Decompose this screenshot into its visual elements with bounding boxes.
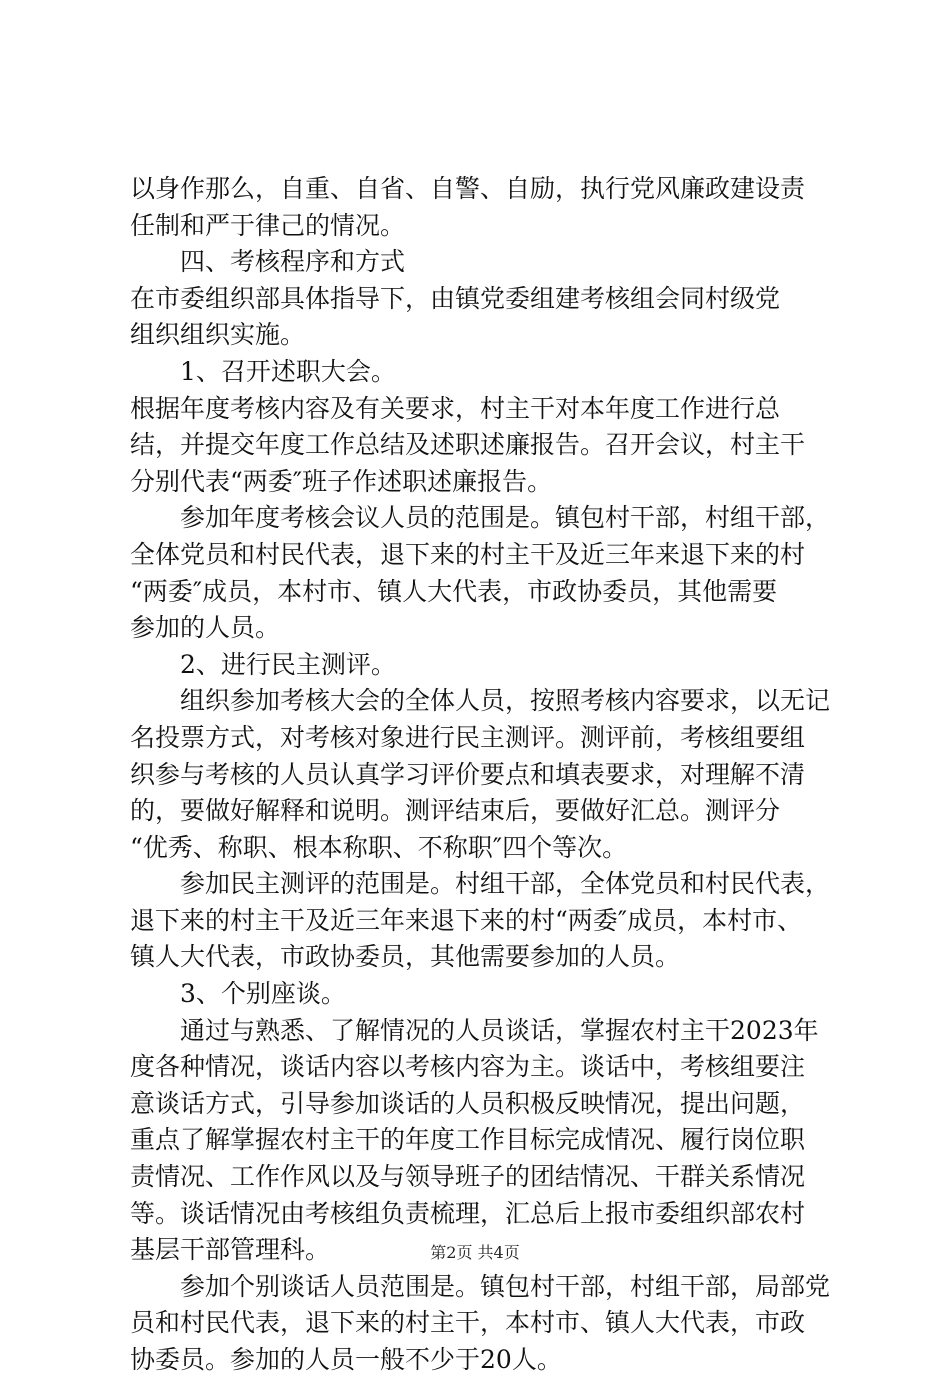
body-text-line: 分别代表“两委″班子作述职述廉报告。 [130, 466, 553, 496]
body-text-line: 任制和严于律己的情况。 [130, 210, 406, 240]
body-text-line: 参加个别谈话人员范围是。镇包村干部，村组干部，局部党 [180, 1271, 831, 1301]
body-text-line: 参加的人员。 [130, 613, 281, 643]
body-text-line: 度各种情况，谈话内容以考核内容为主。谈话中，考核组要注 [130, 1052, 806, 1082]
body-text-line: 参加年度考核会议人员的范围是。镇包村干部，村组干部， [180, 503, 831, 533]
body-text-line: 员和村民代表，退下来的村主干，本村市、镇人大代表，市政 [130, 1308, 806, 1338]
body-text-line: 镇人大代表，市政协委员，其他需要参加的人员。 [130, 942, 681, 972]
body-text-line: 责情况、工作作风以及与领导班子的团结情况、干群关系情况 [130, 1162, 806, 1192]
body-text-line: “两委″成员，本村市、镇人大代表，市政协委员，其他需要 [130, 576, 778, 606]
document-body [130, 171, 840, 1379]
body-text-line: 参加民主测评的范围是。村组干部，全体党员和村民代表， [180, 869, 831, 899]
body-text-line: 等。谈话情况由考核组负责梳理，汇总后上报市委组织部农村 [130, 1198, 806, 1228]
body-text-line: 协委员。参加的人员一般不少于20人。 [130, 1345, 562, 1374]
body-text-line: 2、进行民主测评。 [180, 649, 396, 679]
body-text-line: 以身作那么，自重、自省、自警、自励，执行党风廉政建设责 [130, 174, 806, 203]
body-text-line: 的，要做好解释和说明。测评结束后，要做好汇总。测评分 [130, 796, 781, 826]
body-text-line: 重点了解掌握农村主干的年度工作目标完成情况、履行岗位职 [130, 1125, 806, 1155]
body-text-line: 组织参加考核大会的全体人员，按照考核内容要求，以无记 [180, 686, 831, 716]
body-text-line: 根据年度考核内容及有关要求，村主干对本年度工作进行总 [130, 393, 781, 423]
body-text-line: 织参与考核的人员认真学习评价要点和填表要求，对理解不清 [130, 759, 806, 789]
body-text-line: 意谈话方式，引导参加谈话的人员积极反映情况，提出问题， [130, 1088, 806, 1118]
page-footer: 第2页 共4页 [430, 1243, 520, 1262]
body-text-line: 通过与熟悉、了解情况的人员谈话，掌握农村主干2023年 [180, 1015, 819, 1045]
body-text-line: 组织组织实施。 [130, 320, 306, 350]
body-text-line: 退下来的村主干及近三年来退下来的村“两委″成员，本村市、 [130, 905, 803, 935]
body-text-line: 结，并提交年度工作总结及述职述廉报告。召开会议，村主干 [130, 430, 806, 460]
body-text-line: 全体党员和村民代表，退下来的村主干及近三年来退下来的村 [130, 539, 806, 569]
body-text-line: 基层干部管理科。 [130, 1235, 331, 1265]
body-text-line: 名投票方式，对考核对象进行民主测评。测评前，考核组要组 [130, 722, 806, 752]
body-text-line: 在市委组织部具体指导下，由镇党委组建考核组会同村级党 [130, 283, 781, 313]
body-text-line: 3、个别座谈。 [180, 979, 346, 1009]
body-text-line: 四、考核程序和方式 [180, 247, 406, 277]
body-text-line: 1、召开述职大会。 [180, 356, 396, 386]
body-text-line: “优秀、称职、根本称职、不称职″四个等次。 [130, 832, 628, 862]
